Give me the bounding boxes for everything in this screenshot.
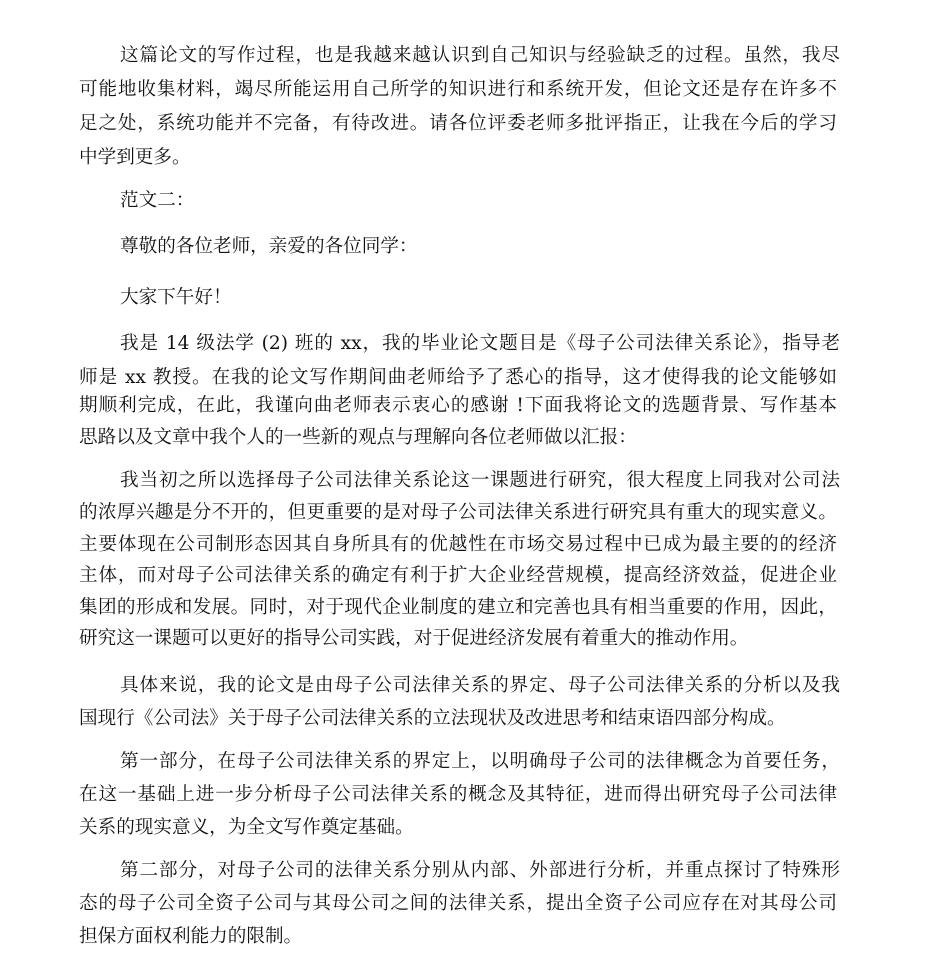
intro-paragraph-line-3: 期顺利完成，在此，我谨向曲老师表示衷心的感谢 !下面我将论文的选题背景、写作基本 — [79, 395, 837, 416]
structure-paragraph-line-1: 具体来说，我的论文是由母子公司法律关系的界定、母子公司法律关系的分析以及我 — [120, 675, 840, 696]
paragraph-1-line-4: 中学到更多。 — [79, 147, 191, 168]
paragraph-1-line-1: 这篇论文的写作过程，也是我越来越认识到自己知识与经验缺乏的过程。虽然，我尽 — [120, 45, 840, 66]
part-one-paragraph-line-3: 关系的现实意义，为全文写作奠定基础。 — [79, 817, 414, 838]
intro-paragraph-line-4: 思路以及文章中我个人的一些新的观点与理解向各位老师做以汇报： — [79, 427, 637, 448]
significance-paragraph-line-6: 研究这一课题可以更好的指导公司实践，对于促进经济发展有着重大的推动作用。 — [79, 628, 749, 649]
intro-paragraph-line-2: 师是 xx 教授。在我的论文写作期间曲老师给予了悉心的指导，这才使得我的论文能够如 — [79, 367, 837, 388]
significance-paragraph-line-5: 集团的形成和发展。同时，对于现代企业制度的建立和完善也具有相当重要的作用，因此， — [79, 597, 837, 618]
part-one-paragraph-line-1: 第一部分，在母子公司法律关系的界定上，以明确母子公司的法律概念为首要任务， — [120, 751, 840, 772]
paragraph-1-line-3: 足之处，系统功能并不完备，有待改进。请各位评委老师多批评指正，让我在今后的学习 — [79, 113, 837, 134]
part-two-paragraph-line-3: 担保方面权利能力的限制。 — [79, 926, 303, 947]
part-two-paragraph-line-1: 第二部分，对母子公司的法律关系分别从内部、外部进行分析，并重点探讨了特殊形 — [120, 860, 840, 881]
significance-paragraph-line-4: 主体，而对母子公司法律关系的确定有利于扩大企业经营规模，提高经济效益，促进企业 — [79, 565, 837, 586]
paragraph-1-line-2: 可能地收集材料，竭尽所能运用自己所学的知识进行和系统开发，但论文还是存在许多不 — [79, 79, 837, 100]
salutation-line: 尊敬的各位老师，亲爱的各位同学： — [120, 236, 418, 257]
section-heading-fanwen-er: 范文二： — [120, 190, 195, 211]
part-two-paragraph-line-2: 态的母子公司全资子公司与其母公司之间的法律关系，提出全资子公司应存在对其母公司 — [79, 893, 837, 914]
significance-paragraph-line-1: 我当初之所以选择母子公司法律关系论这一课题进行研究，很大程度上同我对公司法 — [120, 470, 840, 491]
significance-paragraph-line-2: 的浓厚兴趣是分不开的，但更重要的是对母子公司法律关系进行研究具有重大的现实意义。 — [79, 502, 837, 523]
intro-paragraph-line-1: 我是 14 级法学 (2) 班的 xx，我的毕业论文题目是《母子公司法律关系论》，指导老 — [120, 333, 840, 354]
part-one-paragraph-line-2: 在这一基础上进一步分析母子公司法律关系的概念及其特征，进而得出研究母子公司法律 — [79, 784, 837, 805]
significance-paragraph-line-3: 主要体现在公司制形态因其自身所具有的优越性在市场交易过程中已成为最主要的的经济 — [79, 534, 837, 555]
structure-paragraph-line-2: 国现行《公司法》关于母子公司法律关系的立法现状及改进思考和结束语四部分构成。 — [79, 708, 786, 729]
greeting-line: 大家下午好！ — [120, 287, 232, 308]
